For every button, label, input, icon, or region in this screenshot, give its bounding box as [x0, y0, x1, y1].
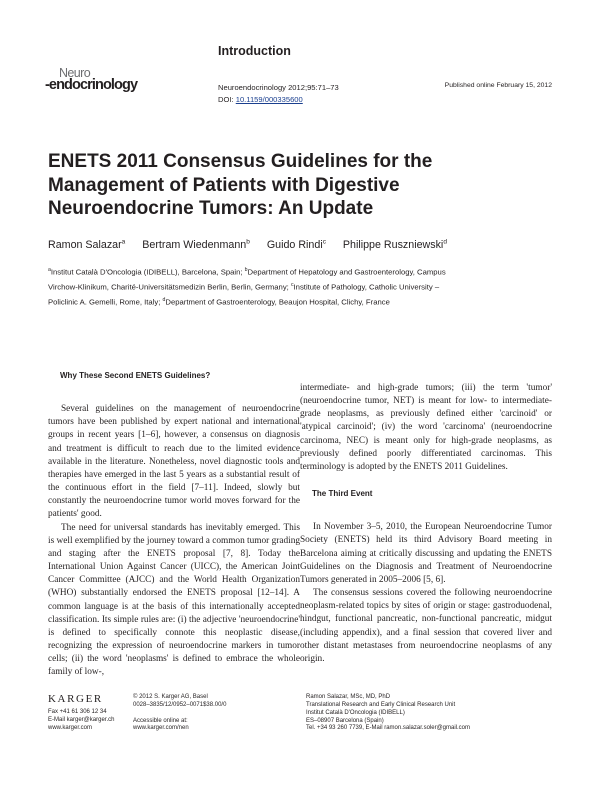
journal-citation-block: [218, 82, 339, 105]
copyright-info: © 2012 S. Karger AG, Basel 0028–3835/12/0952–0071$38.00/0 Accessible online at: www.karger.com/nen: [133, 694, 227, 732]
doi-label: DOI:: [218, 94, 236, 104]
publisher-logo: KARGER: [48, 693, 103, 705]
right-column: [300, 382, 552, 666]
affiliations: $^a$Institut Català D'Oncologia (IDIBELL), Barcelona, Spain; $^b$Department of Hepatology and Gastroenterology, Campus Virchow-Klinikum, Charité-Universitätsmedizin Berlin, Berlin, Germany; $^c$Institute of Pathology, Catholic University – Policlinic A. Gemelli, Rome, Italy; $^d$Department of Gastroenterology, Beaujon Hospital, Clichy, France: [48, 267, 446, 307]
publisher-contact: Fax +41 61 306 12 34 E-Mail karger@karger.ch www.karger.com: [48, 709, 115, 731]
body-paragraph: The need for universal standards has inevitably emerged. This is well exemplified by the journey toward a common tumor grading and staging after the ENETS proposal [7, 8]. Today the International Union Against Cancer (UICC), the American Joint Cancer Committee (AJCC) and the World Health Organization (WHO) substantially endorsed the ENETS proposal [12–14]. A common language is at the basis of this internationally accepted classification. Its simple rules are: (i) the adjective 'neuroendocrine' is defined to specifically connote this neoplastic disease, recognizing the expression of neuroendocrine markers in tumor cells; (ii) the word 'neoplasms' is defined to embrace the whole family of low-,: [48, 522, 300, 678]
journal-citation: Neuroendocrinology 2012;95:71–73: [218, 83, 339, 92]
doi-link[interactable]: 10.1159/000335600: [235, 94, 303, 104]
author: Bertram Wiedenmann$^b$: [142, 238, 250, 251]
author: Ramon Salazar$^a$: [48, 238, 126, 251]
body-paragraph: In November 3–5, 2010, the European Neuroendocrine Tumor Society (ENETS) held its third Advisory Board meeting in Barcelona aiming at critically discussing and updating the ENETS Guidelines on the Diagnosis and Treatment of Neuroendocrine Tumors generated in 2005–2006 [5, 6].: [300, 522, 552, 585]
logo-line-1: Neuro: [59, 66, 91, 80]
logo-line-2: -endocrinology: [45, 77, 138, 93]
published-date: Published online February 15, 2012: [444, 82, 552, 89]
left-column: [48, 369, 300, 679]
section-heading: The Third Event: [312, 489, 373, 499]
author: Philippe Ruszniewski$^d$: [342, 238, 447, 251]
author: Guido Rindi$^c$: [266, 238, 326, 251]
section-label: Introduction: [218, 44, 291, 58]
journal-logo: [45, 66, 155, 100]
body-paragraph: Several guidelines on the management of neuroendocrine tumors have been published by expert national and international groups in recent years [1–6], however, a consensus on diagnosis and treatment is difficult to reach due to the limited evidence available in the literature. Nonetheless, novel diagnostic tools and therapies have emerged in the last 5 years as a substantial result of the continuous effort in the field [7–11]. Indeed, slowly but constantly the neuroendocrine tumor world moves forward for the patients' good.: [48, 404, 300, 520]
body-paragraph: The consensus sessions covered the following neuroendocrine neoplasm-related topics by sites of origin or stage: gastroduodenal, hindgut, functional pancreatic, non-functional pancreatic, midgut (including appendix), and a final session that covered liver and other distant metastases from neuroendocrine neoplasms of any origin.: [300, 588, 552, 664]
body-paragraph: intermediate- and high-grade tumors; (iii) the term 'tumor' (neuroendocrine tumor, NET) is meant for low- to intermediate-grade neoplasms, as previously defined either 'carcinoid' or 'atypical carcinoid'; (iv) the word 'carcinoma' (neuroendocrine carcinoma, NEC) is meant only for high-grade neoplasms, as previously defined poorly differentiated carcinomas. This terminology is adopted by the ENETS 2011 Guidelines.: [300, 383, 552, 472]
correspondence-info: Ramon Salazar, MSc, MD, PhD Translational Research and Early Clinical Research Unit Institut Català D'Oncologia (IDIBELL) ES–08907 Barcelona (Spain) Tel. +34 93 260 7739, E-Mail ramon.salazar.soler@gmail.com: [306, 694, 471, 732]
section-heading: Why These Second ENETS Guidelines?: [60, 371, 211, 380]
doi-line: [218, 94, 339, 106]
article-title: ENETS 2011 Consensus Guidelines for the Management of Patients with Digestive Neuroendocrine Tumors: An Update: [48, 151, 433, 219]
author-list: [48, 238, 461, 251]
